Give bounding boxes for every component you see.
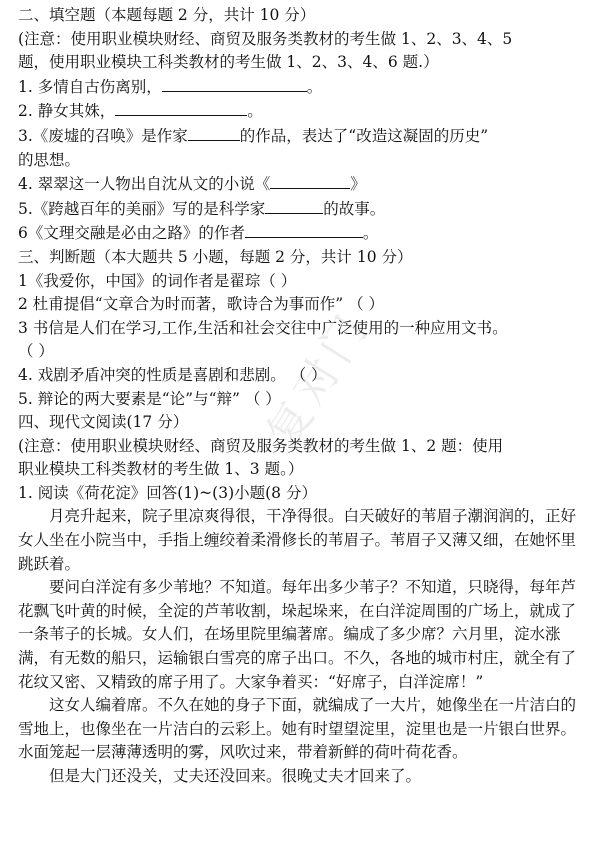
answer-blank[interactable] <box>265 197 323 214</box>
section4-note-line2: 职业模块工科类教材的考生做 1、3 题。） <box>18 460 304 479</box>
watermark: 复对门 <box>257 302 381 457</box>
section4-note-line1: (注意：使用职业模块财经、商贸及服务类教材的考生做 1、2 题：使用 <box>18 436 504 455</box>
judge-question-2: 2 杜甫提倡“文章合为时而著，歌诗合为事而作” （ ） <box>18 295 384 314</box>
judge-question-3-cont: （ ） <box>18 342 54 361</box>
judge-question-4: 4. 戏剧矛盾冲突的性质是喜剧和悲剧。 （ ） <box>18 365 327 384</box>
judge-question-3: 3 书信是人们在学习,工作,生活和社会交往中广泛使用的一种应用文书。 <box>18 318 508 337</box>
judge-question-1: 1《我爱你，中国》的词作者是翟琮（ ） <box>18 271 297 290</box>
answer-blank[interactable] <box>245 221 363 238</box>
exam-page <box>18 4 586 789</box>
section4-heading: 四、现代文阅读(17 分） <box>18 413 189 432</box>
section2-note-line1: (注意：使用职业模块财经、商贸及服务类教材的考生做 1、2、3、4、5 <box>18 29 513 48</box>
judge-question-5: 5. 辩论的两大要素是“论”与“辩” （ ） <box>18 389 281 408</box>
fill-question-5: 5.《跨越百年的美丽》写的是科学家 的故事。 <box>18 197 586 222</box>
section3-heading: 三、判断题（本大题共 5 小题，每题 2 分，共计 10 分） <box>18 247 413 266</box>
fill-question-3: 3.《废墟的召唤》是作家 的作品，表达了“改造这凝固的历史” <box>18 124 586 149</box>
section2-heading: 二、填空题（本题每题 2 分，共计 10 分） <box>18 6 316 24</box>
answer-blank[interactable] <box>188 124 240 141</box>
answer-blank[interactable] <box>162 75 307 92</box>
fill-question-6: 6《文理交融是必由之路》的作者 。 <box>18 221 586 246</box>
answer-blank[interactable] <box>115 99 247 116</box>
answer-blank[interactable] <box>270 172 350 189</box>
passage-paragraph-1: 月亮升起来，院子里凉爽得很，干净得很。白天破好的苇眉子潮润润的，正好女人坐在小院当中，手指上缠绞着柔滑修长的苇眉子。苇眉子又薄又细，在她怀里跳跃着。 <box>18 507 577 573</box>
passage-paragraph-2: 要问白洋淀有多少苇地？不知道。每年出多少苇子？不知道，只晓得，每年芦花飘飞叶黄的时候，全淀的芦苇收割，垛起垛来，在白洋淀周围的广场上，就成了一条苇子的长城。女人们，在场里院里编著席。编成了多少席？六月里，淀水涨满，有无数的船只，运输银白雪亮的席子出口。不久，各地的城市村庄，就全有了花纹又密、又精致的席子用了。大家争着买：“好席子，白洋淀席！” <box>18 578 577 691</box>
passage-paragraph-4: 但是大门还没关，丈夫还没回来。很晚丈夫才回来了。 <box>49 767 422 785</box>
fill-question-2: 2. 静女其姝， 。 <box>18 99 586 124</box>
reading-question-title: 1. 阅读《荷花淀》回答(1)~(3)小题(8 分） <box>18 483 317 502</box>
fill-question-4: 4. 翠翠这一人物出自沈从文的小说《 》 <box>18 172 586 197</box>
section2-note-line2: 题，使用职业模块工科类教材的考生做 1、2、3、4、6 题.） <box>18 53 439 72</box>
fill-question-1: 1. 多情自古伤离别， 。 <box>18 75 586 100</box>
fill-question-3-cont: 的思想。 <box>18 150 81 169</box>
passage-paragraph-3: 这女人编着席。不久在她的身子下面，就编成了一大片，她像坐在一片洁白的雪地上，也像坐在一片洁白的云彩上。她有时望望淀里，淀里也是一片银白世界。水面笼起一层薄薄透明的雾，风吹过来，带着新鲜的荷叶荷花香。 <box>18 696 577 762</box>
